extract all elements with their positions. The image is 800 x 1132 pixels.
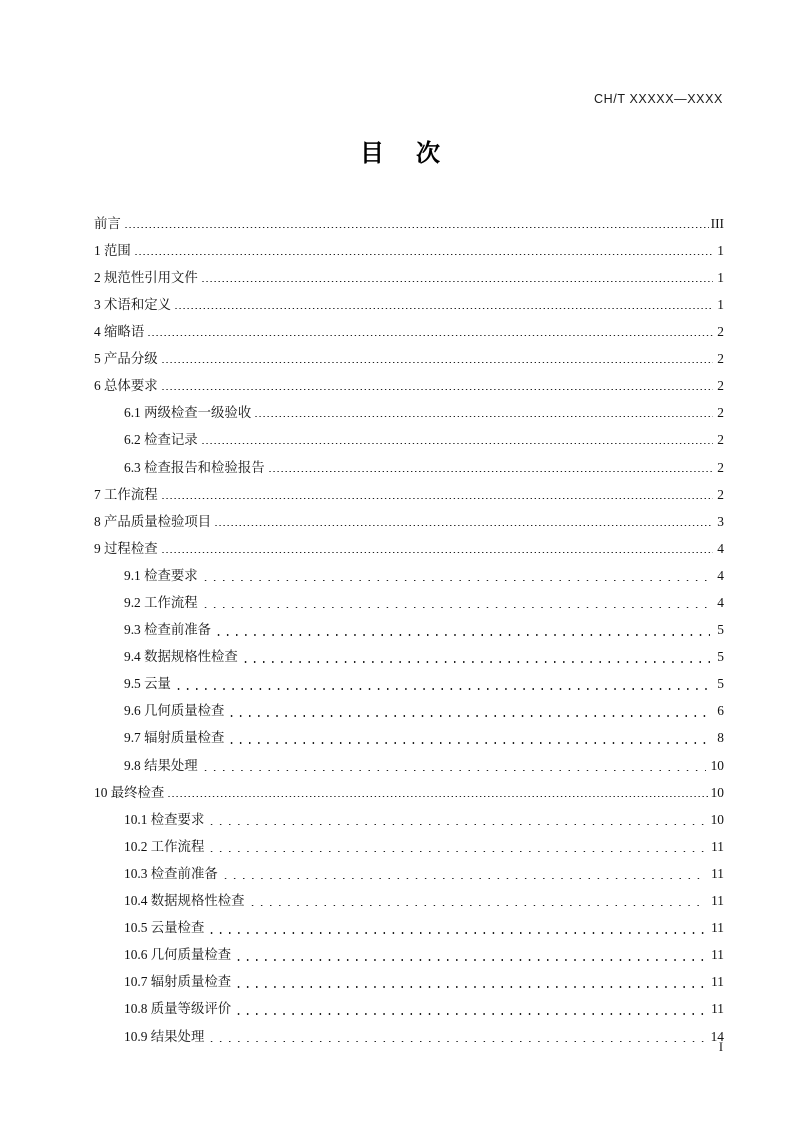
- toc-entry-label: 10.1 检查要求: [124, 811, 205, 827]
- toc-dot-leader: [161, 344, 713, 371]
- toc-dot-leader: [234, 941, 706, 968]
- toc-entry-label: 10.6 几何质量检查: [124, 947, 232, 963]
- toc-entry-label: 1 范围: [94, 242, 131, 258]
- toc-dot-leader: [201, 263, 713, 290]
- toc-entry[interactable]: [94, 561, 724, 588]
- toc-dot-leader: [201, 561, 710, 588]
- toc-entry-page-number: 2: [717, 351, 724, 367]
- toc-entry-label: 5 产品分级: [94, 351, 158, 367]
- toc-entry-label: 9.7 辐射质量检查: [124, 730, 225, 746]
- toc-entry-label: 10.4 数据规格性检查: [124, 893, 245, 909]
- toc-entry-label: 6 总体要求: [94, 378, 158, 394]
- toc-dot-leader: [221, 859, 706, 886]
- toc-dot-leader: [207, 805, 705, 832]
- toc-entry-page-number: 10: [710, 784, 724, 800]
- toc-entry-label: 10.8 质量等级评价: [124, 1001, 232, 1017]
- toc-dot-leader: [214, 507, 713, 534]
- toc-entry[interactable]: [94, 588, 724, 615]
- toc-entry[interactable]: [94, 507, 724, 534]
- toc-dot-leader: [207, 832, 706, 859]
- toc-entry-label: 9.4 数据规格性检查: [124, 649, 238, 665]
- toc-entry-label: 6.3 检查报告和检验报告: [124, 459, 265, 475]
- toc-entry[interactable]: [94, 290, 724, 317]
- toc-dot-leader: [268, 453, 713, 480]
- toc-entry-page-number: 3: [717, 513, 724, 529]
- toc-entry-label: 8 产品质量检验项目: [94, 513, 212, 529]
- toc-entry[interactable]: [94, 399, 724, 426]
- toc-entry-page-number: III: [710, 215, 724, 231]
- toc-entry-label: 4 缩略语: [94, 324, 145, 340]
- toc-entry-page-number: 11: [711, 920, 724, 936]
- toc-entry-page-number: 11: [711, 838, 724, 854]
- toc-entry-page-number: 11: [711, 974, 724, 990]
- toc-dot-leader: [227, 724, 710, 751]
- toc-entry-page-number: 5: [717, 676, 724, 692]
- toc-entry[interactable]: [94, 670, 724, 697]
- toc-entry[interactable]: [94, 968, 724, 995]
- toc-entry-page-number: 10: [710, 811, 724, 827]
- page-title: 目 次: [360, 141, 453, 167]
- toc-dot-leader: [161, 534, 713, 561]
- toc-dot-leader: [214, 615, 710, 642]
- toc-entry[interactable]: [94, 453, 724, 480]
- toc-dot-leader: [161, 480, 713, 507]
- toc-dot-leader: [201, 426, 713, 453]
- toc-dot-leader: [124, 209, 709, 236]
- toc-entry-page-number: 2: [717, 378, 724, 394]
- toc-entry[interactable]: [94, 209, 724, 236]
- toc-dot-leader: [201, 588, 710, 615]
- toc-entry-label: 6.1 两级检查一级验收: [124, 405, 252, 421]
- toc-entry[interactable]: [94, 236, 724, 263]
- toc-entry-label: 9 过程检查: [94, 540, 158, 556]
- toc-entry-label: 9.6 几何质量检查: [124, 703, 225, 719]
- toc-entry[interactable]: [94, 697, 724, 724]
- toc-entry-page-number: 2: [717, 486, 724, 502]
- toc-entry-page-number: 1: [717, 242, 724, 258]
- footer-page-number: I: [718, 1040, 723, 1054]
- toc-entry-page-number: 1: [717, 296, 724, 312]
- toc-entry-page-number: 11: [711, 1001, 724, 1017]
- toc-entry[interactable]: [94, 995, 724, 1022]
- toc-entry-page-number: 2: [717, 432, 724, 448]
- toc-entry-label: 9.2 工作流程: [124, 595, 198, 610]
- toc-dot-leader: [201, 751, 706, 778]
- toc-entry[interactable]: [94, 426, 724, 453]
- toc-entry-page-number: 2: [717, 324, 724, 340]
- toc-entry[interactable]: [94, 263, 724, 290]
- toc-entry[interactable]: [94, 859, 724, 886]
- toc-entry[interactable]: [94, 643, 724, 670]
- toc-entry-label: 9.8 结果处理: [124, 757, 198, 773]
- toc-entry[interactable]: [94, 886, 724, 913]
- toc-dot-leader: [167, 778, 708, 805]
- toc-entry-label: 9.1 检查要求: [124, 567, 198, 583]
- toc-entry-page-number: 6: [717, 703, 724, 719]
- toc-entry[interactable]: [94, 832, 724, 859]
- toc-entry-page-number: 10: [710, 757, 724, 773]
- toc-entry[interactable]: [94, 372, 724, 399]
- toc-entry-page-number: 11: [711, 865, 724, 881]
- toc-entry-page-number: 2: [717, 405, 724, 421]
- toc-entry[interactable]: [94, 941, 724, 968]
- toc-entry-page-number: 4: [717, 567, 724, 583]
- toc-entry-page-number: 11: [711, 893, 724, 909]
- toc-dot-leader: [248, 886, 707, 913]
- toc-entry-page-number: 1: [717, 269, 724, 285]
- toc-dot-leader: [134, 236, 713, 263]
- toc-dot-leader: [234, 968, 706, 995]
- toc-entry[interactable]: [94, 913, 724, 940]
- toc-entry-label: 10.9 结果处理: [124, 1028, 205, 1044]
- toc-entry[interactable]: [94, 724, 724, 751]
- toc-entry[interactable]: [94, 778, 724, 805]
- toc-dot-leader: [174, 670, 710, 697]
- toc-entry[interactable]: [94, 534, 724, 561]
- toc-entry-page-number: 5: [717, 649, 724, 665]
- toc-entry-page-number: 2: [717, 459, 724, 475]
- toc-entry-label: 10 最终检查: [94, 784, 165, 800]
- toc-dot-leader: [227, 697, 710, 724]
- toc-entry-label: 7 工作流程: [94, 486, 158, 502]
- toc-dot-leader: [147, 317, 713, 344]
- toc-entry[interactable]: [94, 751, 724, 778]
- toc-entry-label: 10.2 工作流程: [124, 838, 205, 854]
- toc-entry-page-number: 5: [717, 622, 724, 638]
- toc-entry[interactable]: [94, 615, 724, 642]
- toc-entry-label: 10.3 检查前准备: [124, 865, 218, 881]
- toc-entry-page-number: 4: [717, 595, 724, 610]
- toc-entry-label: 前言: [94, 215, 121, 231]
- toc-dot-leader: [207, 913, 706, 940]
- toc-entry-label: 9.3 检查前准备: [124, 622, 212, 638]
- document-standard-number: CH/T XXXXX—XXXX: [594, 92, 723, 106]
- toc-entry-label: 9.5 云量: [124, 676, 171, 692]
- toc-dot-leader: [161, 372, 713, 399]
- table-of-contents: [94, 209, 724, 1049]
- toc-entry-label: 10.5 云量检查: [124, 920, 205, 936]
- toc-entry[interactable]: [94, 805, 724, 832]
- toc-dot-leader: [241, 643, 710, 670]
- toc-entry-label: 10.7 辐射质量检查: [124, 974, 232, 990]
- toc-entry-label: 3 术语和定义: [94, 296, 171, 312]
- toc-entry-page-number: 8: [717, 730, 724, 746]
- toc-dot-leader: [254, 399, 713, 426]
- toc-entry[interactable]: [94, 480, 724, 507]
- toc-dot-leader: [234, 995, 706, 1022]
- toc-entry-page-number: 11: [711, 947, 724, 963]
- toc-entry-label: 2 规范性引用文件: [94, 269, 198, 285]
- toc-entry-page-number: 14: [710, 1028, 724, 1044]
- toc-entry[interactable]: [94, 344, 724, 371]
- toc-entry-label: 6.2 检查记录: [124, 432, 198, 448]
- toc-entry-page-number: 4: [717, 540, 724, 556]
- toc-dot-leader: [174, 290, 713, 317]
- toc-entry[interactable]: [94, 317, 724, 344]
